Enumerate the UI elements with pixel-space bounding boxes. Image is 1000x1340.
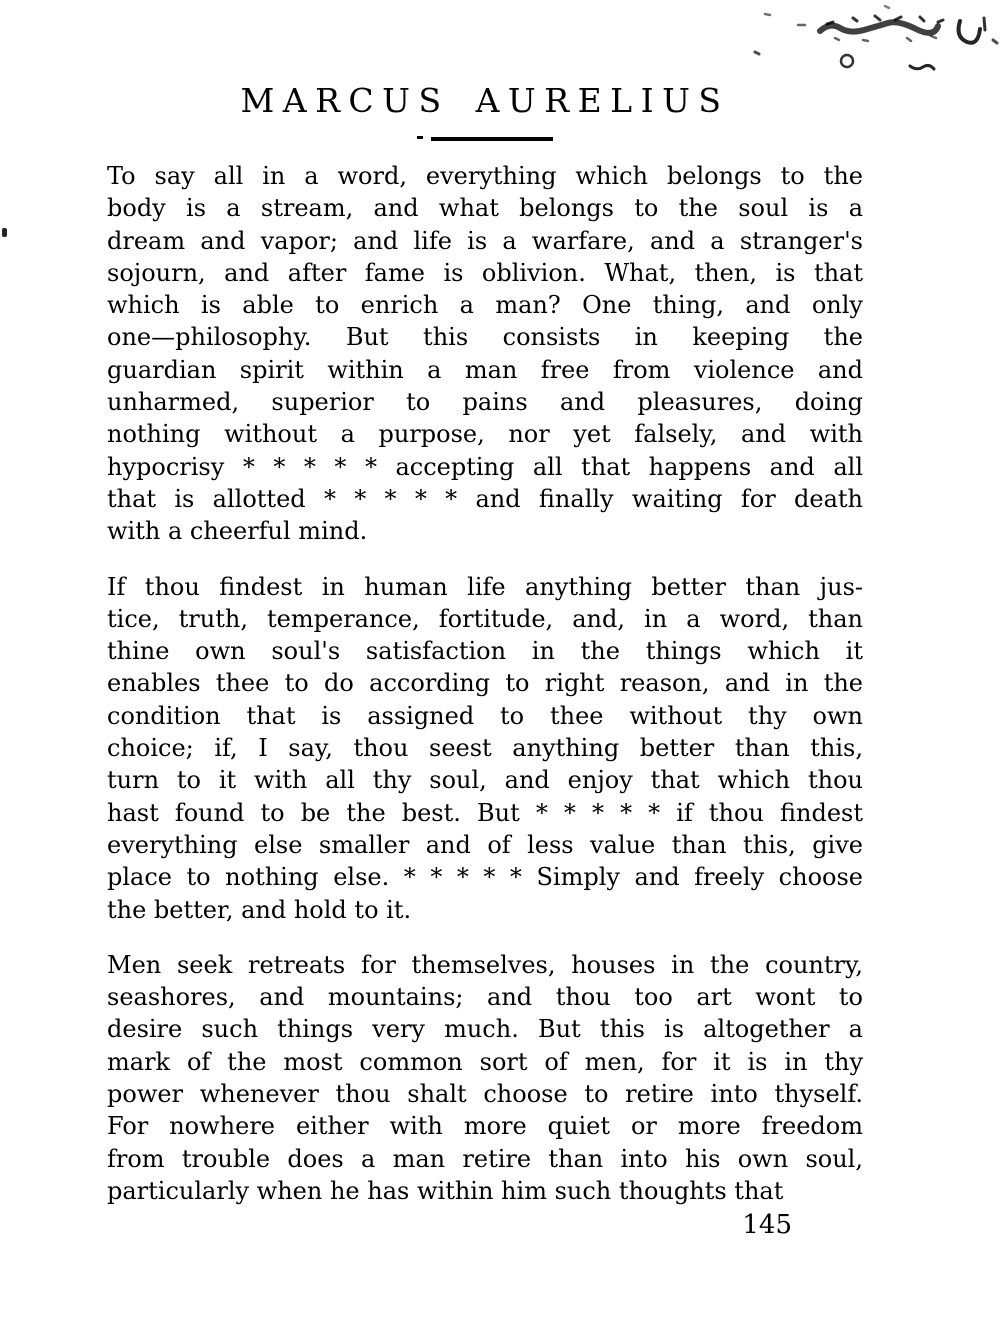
text-line: dream and vapor; and life is a warfare, and a stranger's: [107, 226, 863, 255]
text-line: seashores, and mountains; and thou too art wont to: [107, 983, 863, 1012]
title-divider: [107, 136, 863, 142]
scan-speck: [2, 228, 7, 237]
text-line: If thou findest in human life anything better than jus-: [107, 572, 863, 601]
text-line: hast found to be the best. But * * * * * if thou findest: [107, 798, 863, 827]
text-line: body is a stream, and what belongs to the soul is a: [107, 194, 863, 223]
page-body: [107, 160, 863, 1207]
text-line: nothing without a purpose, nor yet falsely, and with: [107, 420, 863, 449]
text-line: place to nothing else. * * * * * Simply and freely choose: [107, 863, 863, 892]
paragraph: [107, 160, 863, 548]
text-line: tice, truth, temperance, fortitude, and, in a word, than: [107, 604, 863, 633]
text-line: everything else smaller and of less value than this, give: [107, 830, 863, 859]
text-line: guardian spirit within a man free from violence and: [107, 355, 863, 384]
paragraph: [107, 949, 863, 1207]
text-line: thine own soul's satisfaction in the things which it: [107, 637, 863, 666]
text-line: particularly when he has within him such thoughts that: [107, 1176, 784, 1205]
text-line: Men seek retreats for themselves, houses in the country,: [107, 950, 863, 979]
text-line: that is allotted * * * * * and finally waiting for death: [107, 484, 863, 513]
text-line: one—philosophy. But this consists in keeping the: [107, 323, 863, 352]
text-line: hypocrisy * * * * * accepting all that happens and all: [107, 452, 863, 481]
text-line: desire such things very much. But this is altogether a: [107, 1015, 863, 1044]
text-line: power whenever thou shalt choose to retire into thyself.: [107, 1080, 863, 1109]
text-line: For nowhere either with more quiet or more freedom: [107, 1112, 863, 1141]
text-line: with a cheerful mind.: [107, 517, 368, 546]
text-line: from trouble does a man retire than into his own soul,: [107, 1144, 863, 1173]
text-line: condition that is assigned to thee without thy own: [107, 701, 863, 730]
text-line: sojourn, and after fame is oblivion. What, then, is that: [107, 258, 863, 287]
divider-rule: [431, 137, 553, 141]
text-line: enables thee to do according to right reason, and in the: [107, 669, 863, 698]
divider-dot: [417, 136, 423, 139]
page-title: MARCUS AURELIUS: [240, 81, 730, 120]
text-line: To say all in a word, everything which belongs to the: [107, 162, 863, 190]
text-line: choice; if, I say, thou seest anything better than this,: [107, 734, 863, 763]
text-line: turn to it with all thy soul, and enjoy that which thou: [107, 766, 863, 795]
text-line: which is able to enrich a man? One thing, and only: [107, 291, 863, 320]
text-line: unharmed, superior to pains and pleasures, doing: [107, 388, 863, 417]
text-line: mark of the most common sort of men, for it is in thy: [107, 1047, 863, 1076]
paragraph: [107, 571, 863, 926]
page-content: [107, 0, 863, 1242]
text-line: the better, and hold to it.: [107, 895, 412, 924]
page-number: 145: [742, 1210, 792, 1241]
